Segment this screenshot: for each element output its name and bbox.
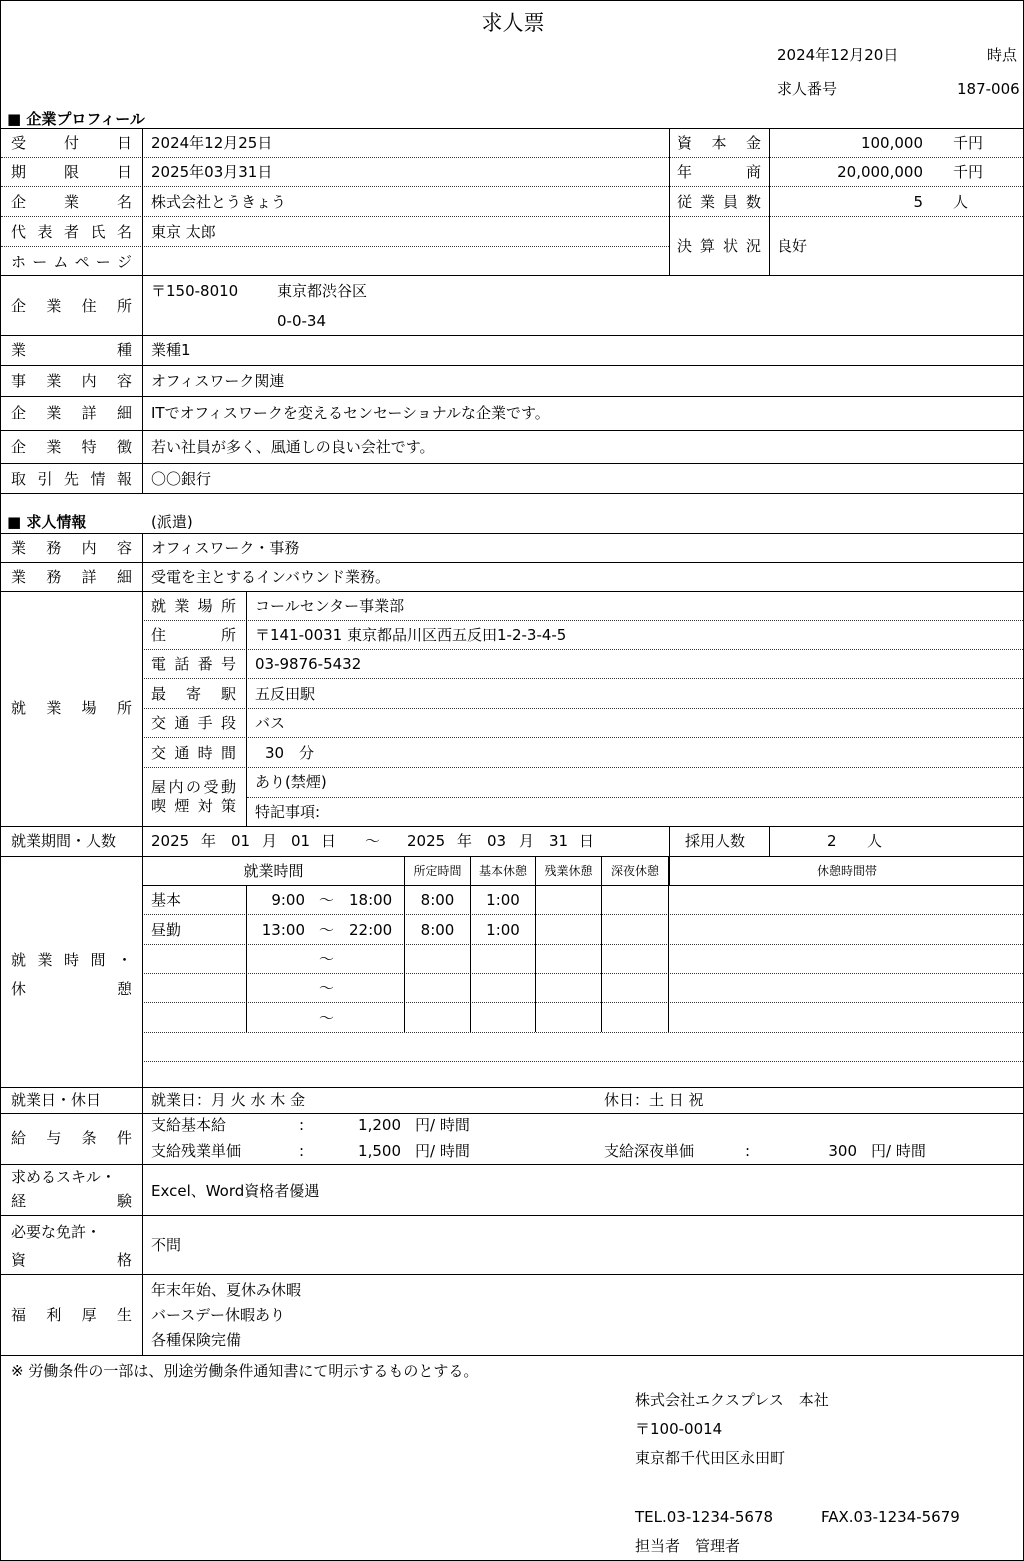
job-number: 187-006: [957, 80, 1020, 98]
job-section-title: ■ 求人情報: [7, 513, 87, 531]
col-standard-hours: 所定時間: [413, 864, 462, 878]
col-night-break: 深夜休憩: [610, 864, 659, 878]
period-start-day: 01: [291, 832, 311, 850]
company-name-label: 企 業 名: [11, 193, 132, 211]
travel-time-unit: 分: [299, 744, 315, 762]
smoking-label-line2: 喫 煙 対 策: [151, 797, 236, 815]
rule: [470, 856, 471, 1032]
rule: [1, 1164, 1024, 1165]
smoking-note: 特記事項:: [255, 803, 321, 821]
phone-label: 電 話 番 号: [151, 655, 236, 673]
rule: [1, 396, 1024, 397]
rule: [1, 335, 1024, 336]
welfare-item: 年末年始、夏休み休暇: [151, 1281, 302, 1299]
issuer-postal: 〒100-0014: [635, 1420, 723, 1438]
shift-end: 22:00: [349, 921, 393, 939]
company-feature-label: 企 業 特 徴: [11, 438, 132, 456]
holidays: 休日：土 日 祝: [604, 1091, 704, 1109]
colon: :: [745, 1142, 751, 1160]
period-end-year: 2025: [407, 832, 446, 850]
shift-start: 9:00: [271, 891, 305, 909]
skills-label-line2: 経 験: [11, 1192, 132, 1210]
shift-tilde: ～: [319, 921, 335, 939]
employees-label: 従 業 員 数: [677, 193, 761, 211]
salary-label: 給 与 条 件: [11, 1129, 132, 1147]
workplace-address: 〒141-0031 東京都品川区西五反田1-2-3-4-5: [255, 626, 567, 644]
rule: [142, 128, 143, 493]
rule: [1, 430, 1024, 431]
period-start-month: 01: [231, 832, 251, 850]
representative-label: 代 表 者 氏 名: [11, 223, 132, 241]
shift-tilde: ～: [319, 950, 335, 968]
rule: [1, 157, 1024, 158]
rule: [1, 128, 1024, 129]
rule: [1, 591, 1024, 592]
col-basic-break: 基本休憩: [478, 864, 527, 878]
company-feature: 若い社員が多く、風通しの良い会社です。: [151, 438, 435, 456]
rule: [142, 914, 1024, 915]
business: オフィスワーク関連: [151, 372, 285, 390]
company-detail: ITでオフィスワークを変えるセンセーショナルな企業です。: [151, 404, 550, 422]
duty-label: 業 務 内 容: [11, 539, 132, 557]
rule: [668, 856, 669, 1032]
day-char: 日: [579, 832, 595, 850]
rule: [142, 767, 1024, 768]
rule: [142, 620, 1024, 621]
rule: [1, 275, 1024, 276]
capital-label: 資 本 金: [677, 134, 761, 152]
clients: 〇〇銀行: [151, 470, 212, 488]
company-name: 株式会社とうきょう: [151, 193, 287, 211]
workdays-label: 就業日・休日: [11, 1091, 102, 1109]
company-address-line1: 東京都渋谷区: [277, 282, 368, 300]
workplace-name: コールセンター事業部: [255, 597, 405, 615]
rule: [404, 856, 405, 1032]
shift-start: 13:00: [261, 921, 305, 939]
travel-time-label: 交 通 時 間: [151, 744, 236, 762]
hires-label: 採用人数: [685, 832, 746, 850]
col-break-band: 休憩時間帯: [816, 864, 877, 878]
smoking-label-line1: 屋 内 の 受 動: [151, 778, 236, 796]
sales-label: 年 商: [677, 163, 761, 181]
reception-date: 2024年12月25日: [151, 134, 273, 152]
nearest-station: 五反田駅: [255, 685, 316, 703]
base-pay-label: 支給基本給: [151, 1116, 227, 1134]
overtime-pay-label: 支給残業単価: [151, 1142, 242, 1160]
license-label-line2: 資 格: [11, 1251, 132, 1269]
company-postal-code: 〒150-8010: [151, 282, 239, 300]
shift-standard-hours: 8:00: [420, 891, 455, 909]
company-address-label: 企 業 住 所: [11, 297, 132, 315]
settlement-value: 良好: [777, 237, 808, 255]
rule: [1, 856, 1024, 857]
skills: Excel、Word資格者優遇: [151, 1182, 320, 1200]
shift-break: 1:00: [486, 921, 520, 939]
colon: :: [299, 1142, 305, 1160]
rule: [1, 246, 669, 247]
welfare-item: バースデー休暇あり: [151, 1306, 285, 1324]
day-char: 日: [321, 832, 337, 850]
transport-label: 交 通 手 段: [151, 714, 236, 732]
shift-name: 基本: [151, 891, 182, 909]
base-pay-value: 1,200: [358, 1116, 401, 1134]
welfare-label: 福 利 厚 生: [11, 1306, 132, 1324]
rule: [1, 1215, 1024, 1216]
issuer-contact: 担当者 管理者: [635, 1537, 741, 1555]
phone: 03-9876-5432: [255, 655, 362, 673]
hours-label-line1: 就 業 時 間 ・: [11, 951, 132, 969]
company-detail-label: 企 業 詳 細: [11, 404, 132, 422]
night-pay-label: 支給深夜単価: [604, 1142, 695, 1160]
rule: [1, 1113, 1024, 1114]
license: 不問: [151, 1236, 182, 1254]
business-label: 事 業 内 容: [11, 372, 132, 390]
industry: 業種1: [151, 341, 191, 359]
capital-unit: 千円: [953, 134, 984, 152]
rule: [1, 826, 1024, 827]
page-title: 求人票: [481, 11, 545, 35]
skills-label-line1: 求めるスキル・: [11, 1168, 116, 1186]
hires-value: 2: [827, 832, 837, 850]
rule: [142, 708, 1024, 709]
as-of-date: 2024年12月20日: [777, 46, 899, 64]
issuer-fax: FAX.03-1234-5679: [821, 1508, 960, 1526]
rule: [142, 1061, 1024, 1062]
representative-name: 東京 太郎: [151, 223, 216, 241]
shift-name: 昼勤: [151, 921, 182, 939]
deadline-label: 期 限 日: [11, 163, 132, 181]
period-label: 就業期間・人数: [11, 832, 117, 850]
rule: [669, 128, 670, 275]
workplace-name-label: 就 業 場 所: [151, 597, 236, 615]
workplace-address-label: 住 所: [151, 626, 236, 644]
shift-standard-hours: 8:00: [420, 921, 455, 939]
rule: [601, 856, 602, 1032]
rule: [142, 1032, 1024, 1033]
workplace-label: 就 業 場 所: [11, 699, 132, 717]
station-label: 最 寄 駅: [151, 685, 236, 703]
shift-break: 1:00: [486, 891, 520, 909]
rule: [1, 365, 1024, 366]
industry-label: 業 種: [11, 341, 132, 359]
workdays: 就業日：月 火 水 木 金: [151, 1091, 306, 1109]
rule: [142, 737, 1024, 738]
col-working-time: 就業時間: [243, 862, 304, 880]
sales-unit: 千円: [953, 163, 984, 181]
capital-value: 100,000: [860, 134, 923, 152]
rule: [769, 826, 770, 856]
issuer-address: 東京都千代田区永田町: [635, 1449, 786, 1467]
rule: [1, 493, 1024, 494]
rule: [1, 562, 1024, 563]
job-number-label: 求人番号: [777, 80, 838, 98]
rule: [142, 649, 1024, 650]
clients-label: 取 引 先 情 報: [11, 470, 132, 488]
transport: バス: [255, 714, 286, 732]
rule: [1, 1274, 1024, 1275]
rule: [142, 1002, 1024, 1003]
month-char: 月: [262, 832, 278, 850]
smoking-policy: あり(禁煙): [255, 773, 327, 791]
shift-end: 18:00: [349, 891, 393, 909]
month-char: 月: [519, 832, 535, 850]
rule: [247, 797, 1024, 798]
homepage-label: ホ ー ム ペ ー ジ: [11, 253, 132, 271]
duty-detail-label: 業 務 詳 細: [11, 568, 132, 586]
company-section-title: ■ 企業プロフィール: [7, 110, 145, 128]
travel-time: 30: [265, 744, 285, 762]
welfare-item: 各種保険完備: [151, 1331, 242, 1349]
issuer-tel: TEL.03-1234-5678: [635, 1508, 774, 1526]
overtime-pay-value: 1,500: [358, 1142, 401, 1160]
period-start-year: 2025: [151, 832, 190, 850]
duty: オフィスワーク・事務: [151, 539, 300, 557]
rule: [142, 533, 143, 1355]
rule: [1, 533, 1024, 534]
rule: [1, 186, 1024, 187]
hires-unit: 人: [867, 832, 883, 850]
period-end-month: 03: [487, 832, 507, 850]
rule: [142, 944, 1024, 945]
hours-label-line2: 休 憩: [11, 980, 132, 998]
rule: [246, 591, 247, 826]
company-address-line2: 0-0-34: [277, 312, 326, 330]
year-char: 年: [457, 832, 473, 850]
base-pay-unit: 円/ 時間: [415, 1116, 470, 1134]
reception-date-label: 受 付 日: [11, 134, 132, 152]
col-overtime-break: 残業休憩: [544, 864, 593, 878]
settlement-label: 決 算 状 況: [677, 237, 761, 255]
rule: [1, 216, 1024, 217]
employees-unit: 人: [953, 193, 969, 211]
sales-value: 20,000,000: [837, 163, 923, 181]
period-tilde: ～: [365, 832, 381, 850]
rule: [1, 463, 1024, 464]
footer-note: ※ 労働条件の一部は、別途労働条件通知書にて明示するものとする。: [11, 1362, 479, 1380]
period-end-day: 31: [549, 832, 569, 850]
overtime-pay-unit: 円/ 時間: [415, 1142, 470, 1160]
duty-detail: 受電を主とするインバウンド業務。: [151, 568, 390, 586]
rule: [535, 856, 536, 1032]
rule: [142, 678, 1024, 679]
issuer-company: 株式会社エクスプレス 本社: [635, 1391, 829, 1409]
employment-type: (派遣): [151, 513, 193, 531]
rule: [1, 1355, 1024, 1356]
rule: [142, 973, 1024, 974]
deadline-date: 2025年03月31日: [151, 163, 273, 181]
as-of-suffix: 時点: [987, 46, 1018, 64]
shift-tilde: ～: [319, 1009, 335, 1027]
employees-value: 5: [913, 193, 923, 211]
rule: [1, 1087, 1024, 1088]
shift-tilde: ～: [319, 891, 335, 909]
night-pay-value: 300: [828, 1142, 857, 1160]
license-label-line1: 必要な免許・: [11, 1223, 102, 1241]
rule: [769, 128, 770, 275]
year-char: 年: [201, 832, 217, 850]
shift-tilde: ～: [319, 979, 335, 997]
rule: [142, 885, 1024, 886]
colon: :: [299, 1116, 305, 1134]
night-pay-unit: 円/ 時間: [871, 1142, 926, 1160]
